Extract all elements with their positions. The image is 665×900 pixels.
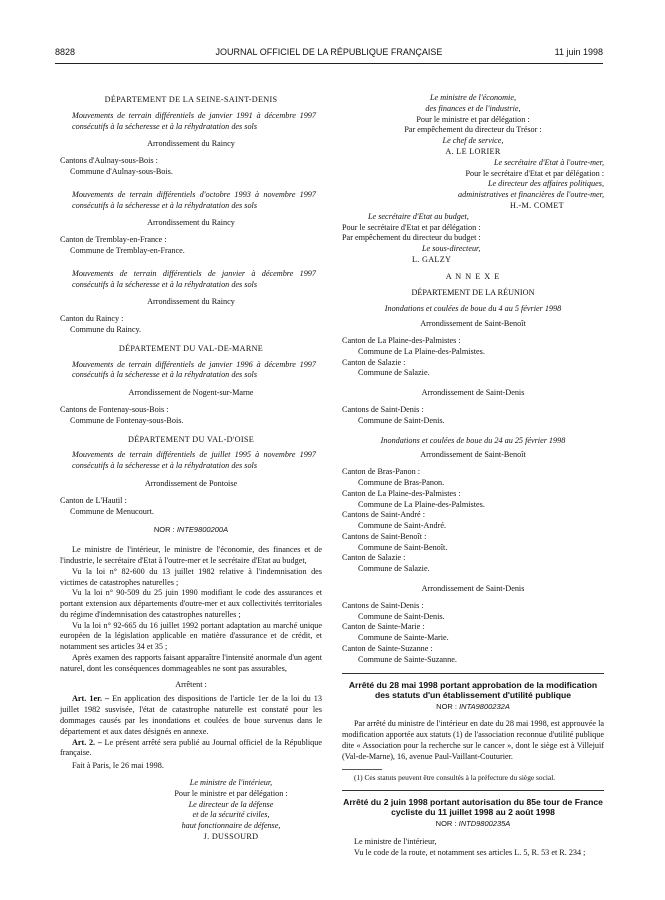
event-description: Mouvements de terrain différentiels d'octobre 1993 à novembre 1997 consécutifs à la sécheresse et à la réhydratation des sols <box>72 189 316 210</box>
signature-line: Par empêchement du directeur du Trésor : <box>404 125 542 135</box>
signatory-name: H.-M. COMET <box>509 200 564 210</box>
arrondissement-heading: Arrondissement de Saint-Denis <box>421 584 525 594</box>
event-description: Mouvements de terrain différentiels de juillet 1995 à novembre 1997 consécutifs à la sécheresse et à la réhydratation des sols <box>72 450 316 471</box>
commune-line: Commune de Salazie. <box>358 368 430 378</box>
decree-title: Arrêté du 28 mai 1998 portant approbation de la modification des statuts d'un établissement d'utilité publique <box>348 679 598 700</box>
commune-line: Commune de Sainte-Marie. <box>358 633 449 643</box>
department-heading: DÉPARTEMENT DU VAL-DE-MARNE <box>118 343 264 353</box>
canton-line: Cantons de Fontenay-sous-Bois : <box>60 404 169 414</box>
footnote: (1) Ces statuts peuvent être consultés à la préfecture du siège social. <box>354 772 556 782</box>
right-column <box>342 93 604 859</box>
signature-line: et de la sécurité civiles, <box>192 810 270 820</box>
canton-line: Canton de Bras-Panon : <box>342 467 420 477</box>
signatory-name: L. GALZY <box>412 254 452 264</box>
signature-line: Le secrétaire d'Etat au budget, <box>368 211 469 221</box>
body-paragraph: Vu le code de la route, et notamment ses articles L. 5, R. 53 et R. 234 ; <box>354 848 586 858</box>
canton-line: Canton de Sainte-Suzanne : <box>342 644 433 654</box>
signature-line: administratives et financières de l'outre-mer, <box>458 190 604 200</box>
signatory-name: A. LE LORIER <box>445 146 501 156</box>
event-description: Inondations et coulées de boue du 4 au 5 février 1998 <box>384 304 562 314</box>
signature-line: Le ministre de l'intérieur, <box>189 778 273 788</box>
annexe-heading: A N N E X E <box>445 271 501 281</box>
signature-date: Fait à Paris, le 26 mai 1998. <box>72 761 164 771</box>
left-column <box>60 95 322 843</box>
signatory-name: J. DUSSOURD <box>203 832 259 842</box>
signature-line: Le chef de service, <box>442 136 504 146</box>
signature-line: Par empêchement du directeur du budget : <box>342 233 481 243</box>
arretent-heading: Arrêtent : <box>175 679 207 689</box>
commune-line: Commune de Bras-Panon. <box>358 477 445 487</box>
commune-line: Commune de La Plaine-des-Palmistes. <box>358 499 485 509</box>
canton-line: Cantons de Saint-André : <box>342 510 425 520</box>
nor-code: INTE9800200A <box>176 525 229 535</box>
body-paragraph: Par arrêté du ministre de l'intérieur en date du 28 mai 1998, est approuvée la modification apportée aux statuts (1) de l'association reconnue d'utilité publique dite « Association pour la recherche sur le cancer », dont le siège est à Villejuif (Val-de-Marne), 16, avenue Paul-Vaillant-Couturier. <box>342 719 604 761</box>
signature-line: Pour le secrétaire d'Etat et par délégation : <box>342 222 481 232</box>
signature-line: Pour le secrétaire d'Etat et par délégation : <box>465 168 604 178</box>
arrondissement-heading: Arrondissement du Raincy <box>147 218 235 228</box>
nor-code: INTA9800232A <box>459 701 510 711</box>
canton-line: Canton de La Plaine-des-Palmistes : <box>342 488 461 498</box>
nor-reference: NOR : INTD9800235A <box>435 819 511 829</box>
article-label: Art. 2. – <box>72 737 102 747</box>
body-paragraph: Le ministre de l'intérieur, le ministre de l'économie, des finances et de l'industrie, le secrétaire d'Etat à l'outre-mer et le secrétaire d'Etat au budget, <box>60 545 322 565</box>
arrondissement-heading: Arrondissement de Saint-Benoît <box>420 450 526 460</box>
section-rule <box>342 673 604 674</box>
decree-title: Arrêté du 2 juin 1998 portant autorisation du 85e tour de France cycliste du 11 juillet 1998 au 2 août 1998 <box>343 797 603 818</box>
signature-line: haut fonctionnaire de défense, <box>181 821 281 831</box>
canton-line: Cantons d'Aulnay-sous-Bois : <box>60 156 158 166</box>
canton-line: Canton de Salazie : <box>342 553 406 563</box>
signature-line: Pour le ministre et par délégation : <box>416 114 530 124</box>
canton-line: Canton de Salazie : <box>342 357 406 367</box>
department-heading: DÉPARTEMENT DE LA SEINE-SAINT-DENIS <box>104 95 278 104</box>
commune-line: Commune d'Aulnay-sous-Bois. <box>70 166 173 176</box>
body-paragraph: Vu la loi n° 82-600 du 13 juillet 1982 relative à l'indemnisation des victimes de catastrophes naturelles ; <box>60 566 322 587</box>
commune-line: Commune de Fontenay-sous-Bois. <box>70 415 184 425</box>
signature-block <box>342 93 604 266</box>
arrondissement-heading: Arrondissement du Raincy <box>147 297 235 307</box>
signature-line: Le directeur de la défense <box>188 799 274 809</box>
event-description: Mouvements de terrain différentiels de janvier 1991 à décembre 1997 consécutifs à la sécheresse et à la réhydratation des sols <box>72 110 316 131</box>
commune-line: Commune de Sainte-Suzanne. <box>358 654 457 664</box>
page-number: 8828 <box>55 47 76 57</box>
article-label: Art. 1er. – <box>72 694 110 704</box>
article-2: Art. 2. – Le présent arrêté sera publié au Journal officiel de la République française. <box>60 737 322 758</box>
arrondissement-heading: Arrondissement de Nogent-sur-Marne <box>128 388 254 398</box>
commune-line: Commune de Saint-Benoît. <box>358 542 448 552</box>
arrondissement-heading: Arrondissement de Saint-Denis <box>421 388 525 398</box>
commune-line: Commune de Saint-Denis. <box>358 611 445 621</box>
canton-line: Cantons de Saint-Denis : <box>342 600 424 610</box>
commune-line: Commune de Tremblay-en-France. <box>70 245 185 255</box>
canton-line: Cantons de Saint-Benoît : <box>342 531 427 541</box>
canton-line: Canton de La Plaine-des-Palmistes : <box>342 335 461 345</box>
signature-block <box>60 778 322 843</box>
body-paragraph: Après examen des rapports faisant apparaître l'intensité anormale d'un agent naturel, dont les conséquences dommageables ne sont pas assurables, <box>60 653 322 673</box>
section-rule <box>342 790 604 791</box>
header-rule <box>55 63 603 64</box>
arrondissement-heading: Arrondissement du Raincy <box>147 139 235 149</box>
page-header <box>55 47 603 61</box>
canton-line: Canton de Tremblay-en-France : <box>60 235 167 245</box>
event-description: Inondations et coulées de boue du 24 au 25 février 1998 <box>380 435 566 445</box>
commune-line: Commune de Salazie. <box>358 564 430 574</box>
commune-line: Commune de Saint-Denis. <box>358 415 445 425</box>
body-paragraph: Vu la loi n° 92-665 du 16 juillet 1992 portant adaptation au marché unique européen de la législation applicable en matière d'assurance et de crédit, et notamment ses articles 34 et 35 ; <box>60 620 322 652</box>
journal-title: JOURNAL OFFICIEL DE LA RÉPUBLIQUE FRANÇAISE <box>215 47 443 57</box>
signature-line: Le sous-directeur, <box>422 244 481 254</box>
commune-line: Commune de Saint-André. <box>358 521 446 531</box>
event-description: Mouvements de terrain différentiels de janvier 1996 à décembre 1997 consécutifs à la sécheresse et à la réhydratation des sols <box>72 359 316 380</box>
nor-reference: NOR : INTE9800200A <box>153 525 229 535</box>
canton-line: Cantons de Saint-Denis : <box>342 404 424 414</box>
body-paragraph: Le ministre de l'intérieur, <box>354 837 437 847</box>
arrondissement-heading: Arrondissement de Saint-Benoît <box>420 319 526 329</box>
body-paragraph: Vu la loi n° 90-509 du 25 juin 1990 modifiant le code des assurances et portant extension aux départements d'outre-mer et aux collectivités territoriales du régime d'indemnisation des catastrophes naturelles ; <box>60 588 322 619</box>
article-1: Art. 1er. – En application des dispositions de l'article 1er de la loi du 13 juillet 1982 susvisée, l'état de catastrophe naturelle est constaté pour les dommages causés par les inondations et coulées de boue survenus dans le département et aux dates désignés en annexe. <box>60 694 322 736</box>
department-heading: DÉPARTEMENT DU VAL-D'OISE <box>128 434 254 444</box>
signature-line: Pour le ministre et par délégation : <box>174 788 288 798</box>
commune-line: Commune de Menucourt. <box>70 506 154 516</box>
event-description: Mouvements de terrain différentiels de janvier à décembre 1997 consécutifs à la sécheresse et à la réhydratation des sols <box>72 268 316 289</box>
nor-code: INTD9800235A <box>458 819 511 829</box>
signature-line: Le directeur des affaires politiques, <box>487 179 604 189</box>
canton-line: Canton de Sainte-Marie : <box>342 622 425 632</box>
canton-line: Canton de L'Hautil : <box>60 495 127 505</box>
arrondissement-heading: Arrondissement de Pontoise <box>144 478 238 488</box>
canton-line: Canton du Raincy : <box>60 314 124 324</box>
signature-line: des finances et de l'industrie, <box>425 103 521 113</box>
department-heading: DÉPARTEMENT DE LA RÉUNION <box>411 287 535 297</box>
commune-line: Commune de La Plaine-des-Palmistes. <box>358 346 485 356</box>
signature-line: Le secrétaire d'Etat à l'outre-mer, <box>494 157 604 167</box>
commune-line: Commune du Raincy. <box>70 324 142 334</box>
signature-line: Le ministre de l'économie, <box>429 93 517 102</box>
nor-reference: NOR : INTA9800232A <box>436 701 510 711</box>
issue-date: 11 juin 1998 <box>554 47 603 57</box>
